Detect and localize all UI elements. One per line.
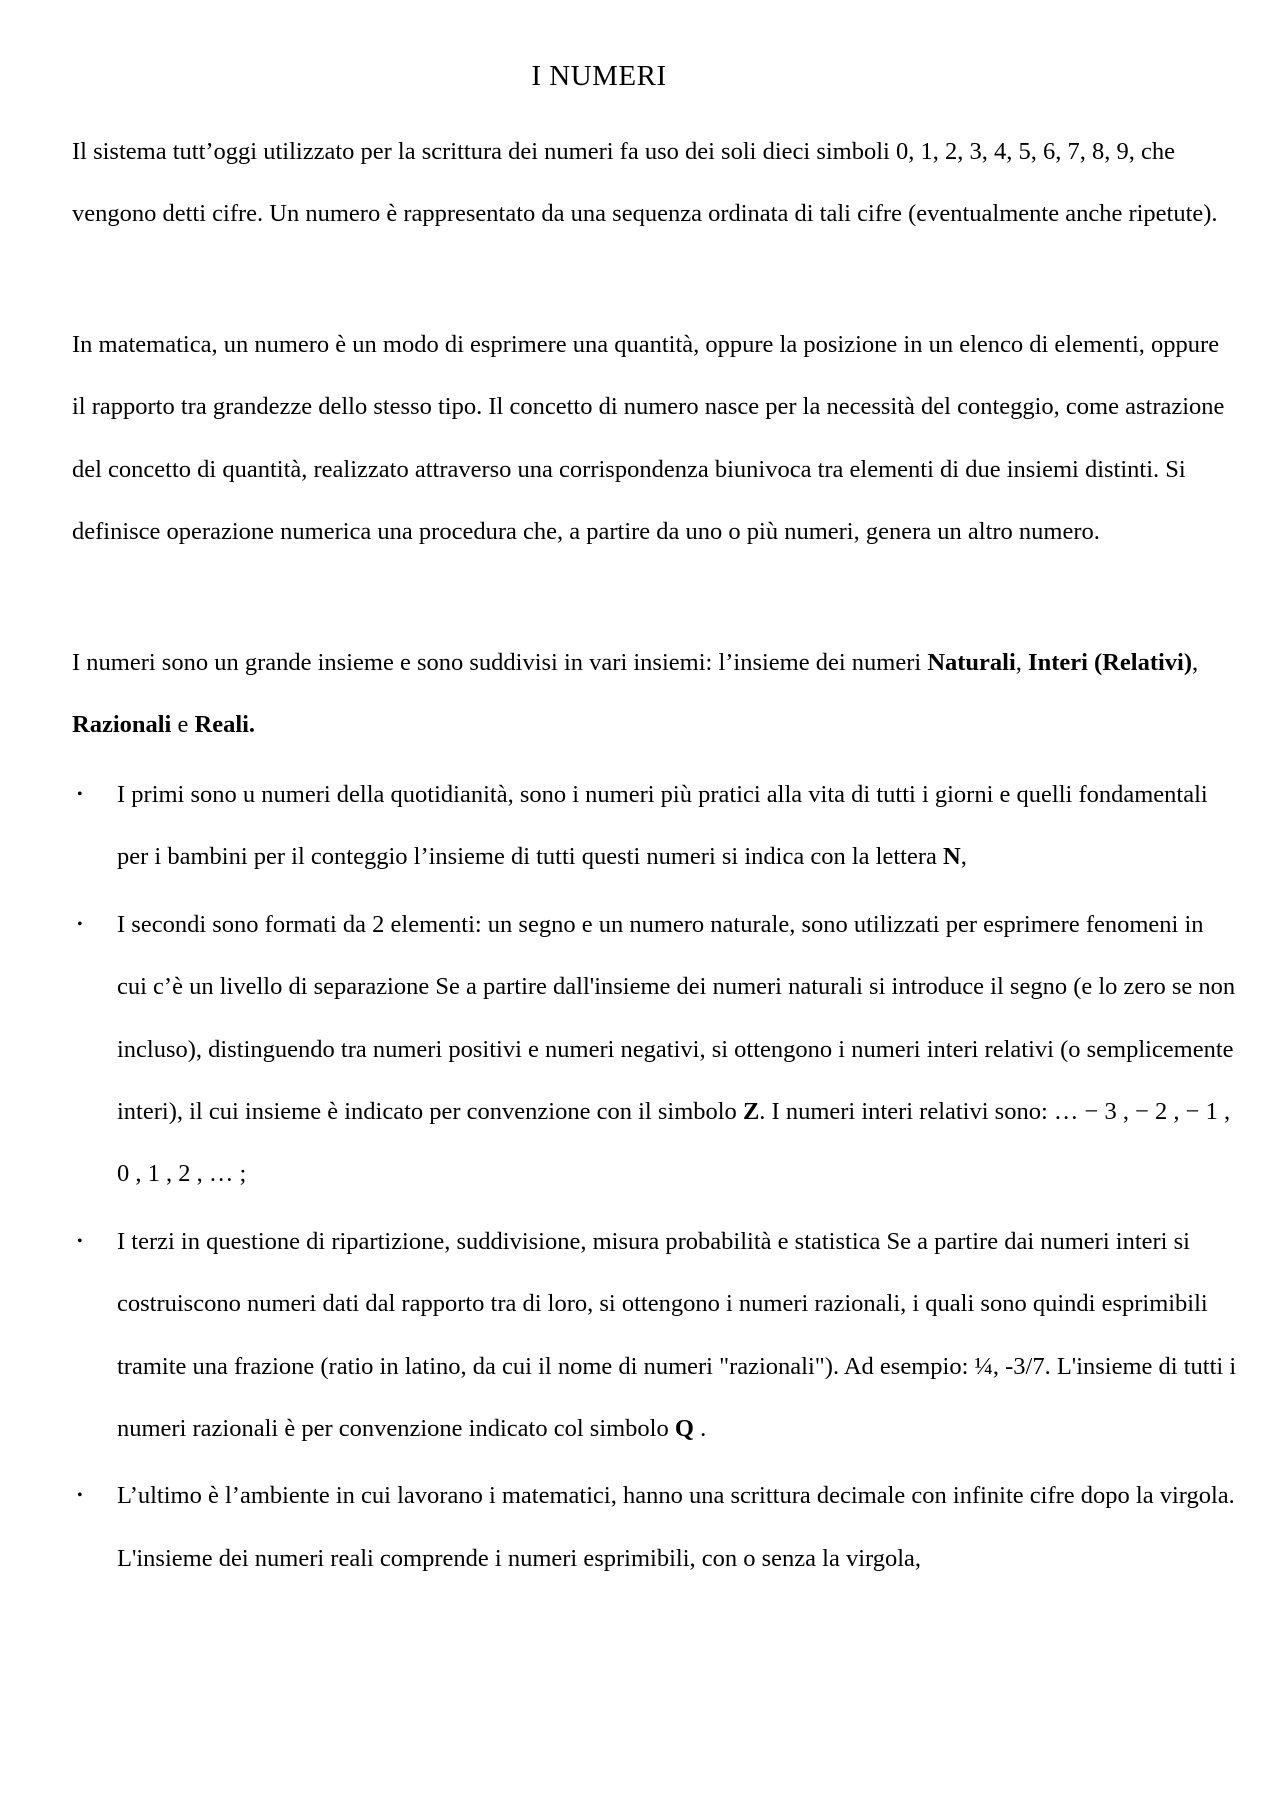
number-sets-list [0,764,1280,1595]
set-symbol-q: Q [674,1415,694,1443]
bullet-icon: • [77,1487,83,1505]
separator: , [1192,649,1199,676]
list-item-text: I secondi sono formati da 2 elementi: un segno e un numero naturale, sono utilizzati per esprimere fenomeni in cui c’è un livello di separazione Se a partire dall'insieme dei numeri naturali si introduce il segno (e lo zero se non incluso), distinguendo tra numeri positivi e numeri negativi, si ottengono i numeri interi relativi (o semplicemente interi), il cui insieme è indicato per convenzione con il simbolo [117,910,1236,1126]
list-item-text: I terzi in questione di ripartizione, suddivisione, misura probabilità e statistica Se a partire dai numeri interi si costruiscono numeri dati dal rapporto tra di loro, si ottengono i numeri razionali, i quali sono quindi esprimibili tramite una frazione (ratio in latino, da cui il nome di numeri "razionali"). Ad esempio: ¼, -3/7. L'insieme di tutti i numeri razionali è per convenzione indicato col simbolo [117,1227,1237,1443]
list-item-interi [0,894,1237,1206]
set-interi: Interi (Relativi) [1028,649,1192,676]
list-item-naturali [0,764,1237,889]
list-item-tail: . I numeri interi relativi sono: … − 3 , − 2 , − 1 , 0 , 1 , 2 , … ; [117,1098,1231,1188]
bullet-icon: • [77,1232,83,1250]
paragraph-number-definition: In matematica, un numero è un modo di esprimere una quantità, oppure la posizione in un elenco di elementi, oppure il rapporto tra grandezze dello stesso tipo. Il concetto di numero nasce per la necessità del conteggio, come astrazione del concetto di quantità, realizzato attraverso una corrispondenza biunivoca tra elementi di due insiemi distinti. Si definisce operazione numerica una procedura che, a partire da uno o più numeri, genera un altro numero. [72,331,1225,546]
bullet-icon: • [77,786,83,803]
set-symbol-n: N [942,843,961,871]
list-item-text: I primi sono u numeri della quotidianità, sono i numeri più pratici alla vita di tutti i giorni e quelli fondamentali per i bambini per il conteggio l’insieme di tutti questi numeri si indica con la lettera [117,781,1208,871]
list-item-text: L’ultimo è l’ambiente in cui lavorano i matematici, hanno una scrittura decimale con infinite cifre dopo la virgola. L'insieme dei numeri reali comprende i numeri esprimibili, con o senza la virgola, [117,1482,1235,1572]
list-item-reali [0,1465,1237,1590]
list-item-tail: . [693,1415,707,1443]
list-item-tail: , [960,843,967,871]
set-reali: Reali. [194,711,256,739]
set-naturali: Naturali [927,649,1016,676]
set-symbol-z: Z [742,1098,760,1126]
bullet-icon: • [77,915,83,933]
separator: e [171,711,195,739]
list-item-razionali [0,1211,1237,1461]
document-title: I NUMERI [531,60,667,92]
paragraph-number-sets [72,632,1232,757]
separator: , [1015,649,1029,676]
paragraph-digits: Il sistema tutt’oggi utilizzato per la scrittura dei numeri fa uso dei soli dieci simboli 0, 1, 2, 3, 4, 5, 6, 7, 8, 9, che vengono detti cifre. Un numero è rappresentato da una sequenza ordinata di tali cifre (eventualmente anche ripetute). [72,138,1218,228]
set-razionali: Razionali [72,711,172,739]
number-sets-intro: I numeri sono un grande insieme e sono suddivisi in vari insiemi: l’insieme dei numeri [72,649,928,676]
